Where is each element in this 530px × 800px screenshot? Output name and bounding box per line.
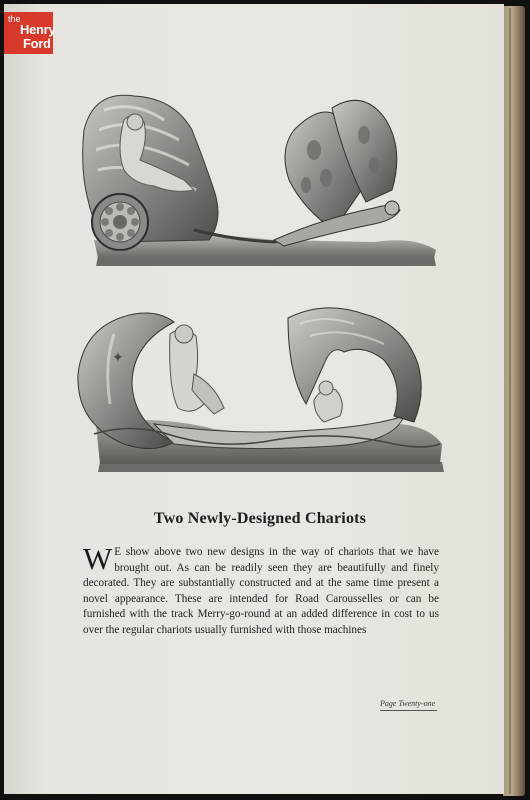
book-page-edge	[503, 6, 525, 796]
drop-cap-letter: W	[83, 541, 113, 576]
henry-ford-logo	[4, 12, 56, 54]
svg-text:✦: ✦	[112, 350, 124, 366]
logo-word-ford: Ford	[23, 36, 51, 51]
description-paragraph	[83, 541, 439, 639]
shell-butterfly-chariot-illustration	[74, 90, 444, 275]
logo-word-henry: Henry	[20, 22, 56, 37]
description-text: E show above two new designs in the way of chariots that we have brought out. As can be readily seen they are beautifully and finely decorated. They are substantially constructed and at the same time present a novel appearance. These are intended for Road Carousselles or can be furnished with the track Merry-go-round at an added difference in cost to us over the regular chariots usually furnished with those machines	[83, 546, 439, 636]
page-number: Page Twenty-one	[380, 699, 436, 708]
logo-word-the: the	[8, 14, 21, 24]
catalog-page	[4, 4, 504, 794]
page-number-rule	[380, 710, 437, 711]
moon-wave-chariot-illustration	[74, 304, 446, 479]
page-heading: Two Newly-Designed Chariots	[153, 510, 367, 527]
book-edge-shadow	[509, 8, 511, 794]
